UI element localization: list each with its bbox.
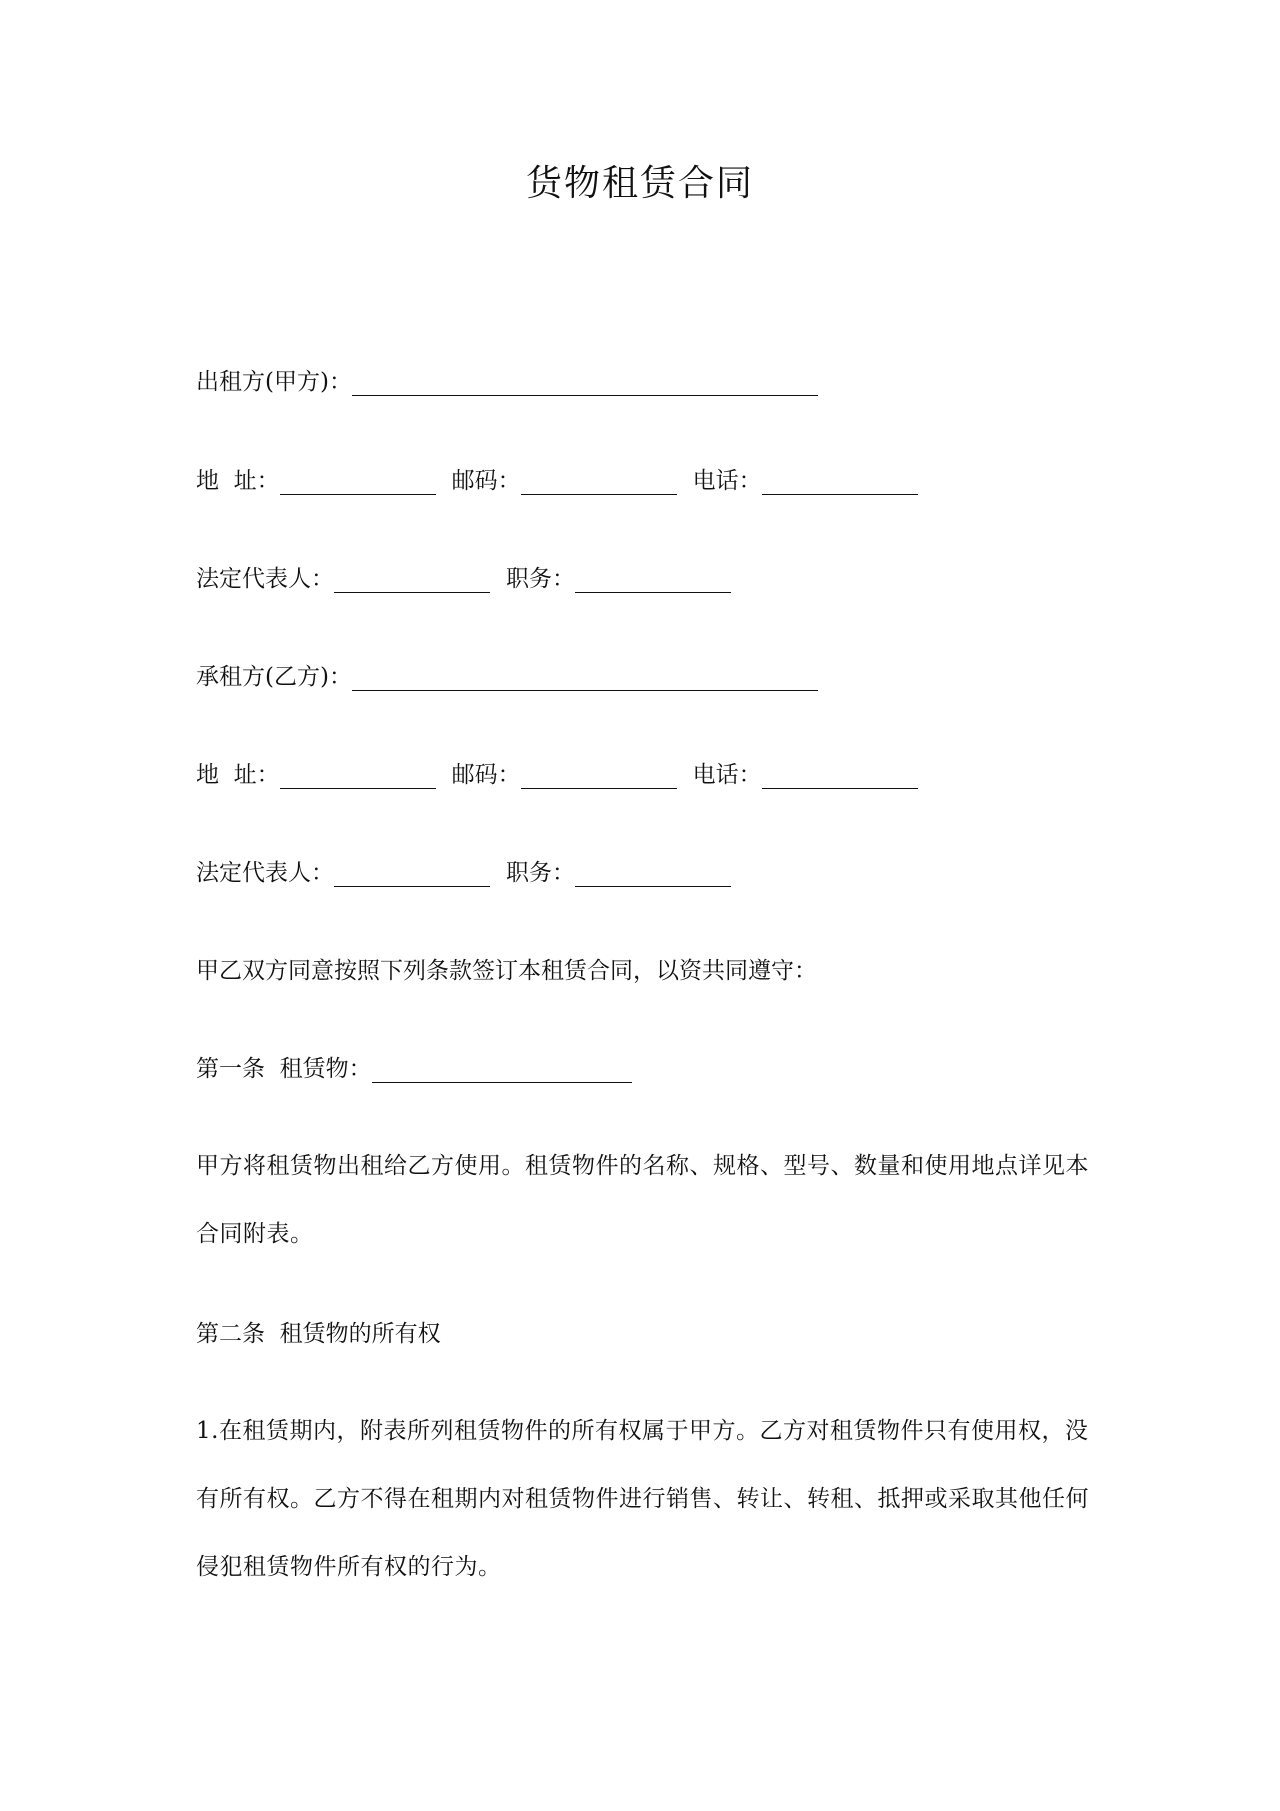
article1-heading-line bbox=[196, 1053, 632, 1085]
lessor-address-label: 地 址： bbox=[196, 468, 280, 494]
lessee-phone-label: 电话： bbox=[692, 762, 762, 788]
lessee-contact-line bbox=[196, 759, 918, 791]
lessor-line bbox=[196, 366, 818, 398]
lessee-postcode-field[interactable] bbox=[521, 764, 677, 789]
lessee-phone-field[interactable] bbox=[762, 764, 918, 789]
lessor-position-label: 职务： bbox=[506, 566, 575, 592]
lessor-postcode-field[interactable] bbox=[521, 470, 677, 495]
lease-item-field[interactable] bbox=[372, 1058, 632, 1083]
article2-item1: 1.在租赁期内，附表所列租赁物件的所有权属于甲方。乙方对租赁物件只有使用权，没有所有权。乙方不得在租期内对租赁物件进行销售、转让、转租、抵押或采取其他任何侵犯租赁物件所有权的行为。 bbox=[196, 1418, 1089, 1580]
lessor-name-field[interactable] bbox=[352, 371, 818, 396]
lessee-label: 承租方(乙方)： bbox=[196, 664, 352, 690]
lessee-rep-line bbox=[196, 857, 731, 889]
lessee-position-field[interactable] bbox=[575, 862, 731, 887]
lessor-rep-label: 法定代表人： bbox=[196, 566, 334, 592]
lessee-address-label: 地 址： bbox=[196, 762, 280, 788]
lessor-address-field[interactable] bbox=[280, 470, 436, 495]
lessee-address-field[interactable] bbox=[280, 764, 436, 789]
article2-heading-line bbox=[196, 1318, 441, 1350]
lessor-postcode-label: 邮码： bbox=[451, 468, 521, 494]
lessor-position-field[interactable] bbox=[575, 568, 731, 593]
article1-heading: 第一条 租赁物： bbox=[196, 1056, 372, 1082]
intro-text: 甲乙双方同意按照下列条款签订本租赁合同，以资共同遵守： bbox=[196, 958, 817, 984]
article2-heading: 第二条 租赁物的所有权 bbox=[196, 1321, 441, 1347]
lessee-name-field[interactable] bbox=[352, 666, 818, 691]
lessee-line bbox=[196, 661, 818, 693]
lessor-label: 出租方(甲方)： bbox=[196, 369, 352, 395]
lessee-rep-label: 法定代表人： bbox=[196, 860, 334, 886]
lessor-phone-field[interactable] bbox=[762, 470, 918, 495]
lessee-rep-field[interactable] bbox=[334, 862, 490, 887]
document-title: 货物租赁合同 bbox=[525, 163, 754, 204]
intro-line bbox=[196, 955, 817, 987]
lessor-phone-label: 电话： bbox=[692, 468, 762, 494]
lessor-rep-field[interactable] bbox=[334, 568, 490, 593]
lessee-position-label: 职务： bbox=[506, 860, 575, 886]
lessor-contact-line bbox=[196, 465, 918, 497]
lessee-postcode-label: 邮码： bbox=[451, 762, 521, 788]
article1-body: 甲方将租赁物出租给乙方使用。租赁物件的名称、规格、型号、数量和使用地点详见本合同附表。 bbox=[196, 1153, 1089, 1247]
lessor-rep-line bbox=[196, 563, 731, 595]
